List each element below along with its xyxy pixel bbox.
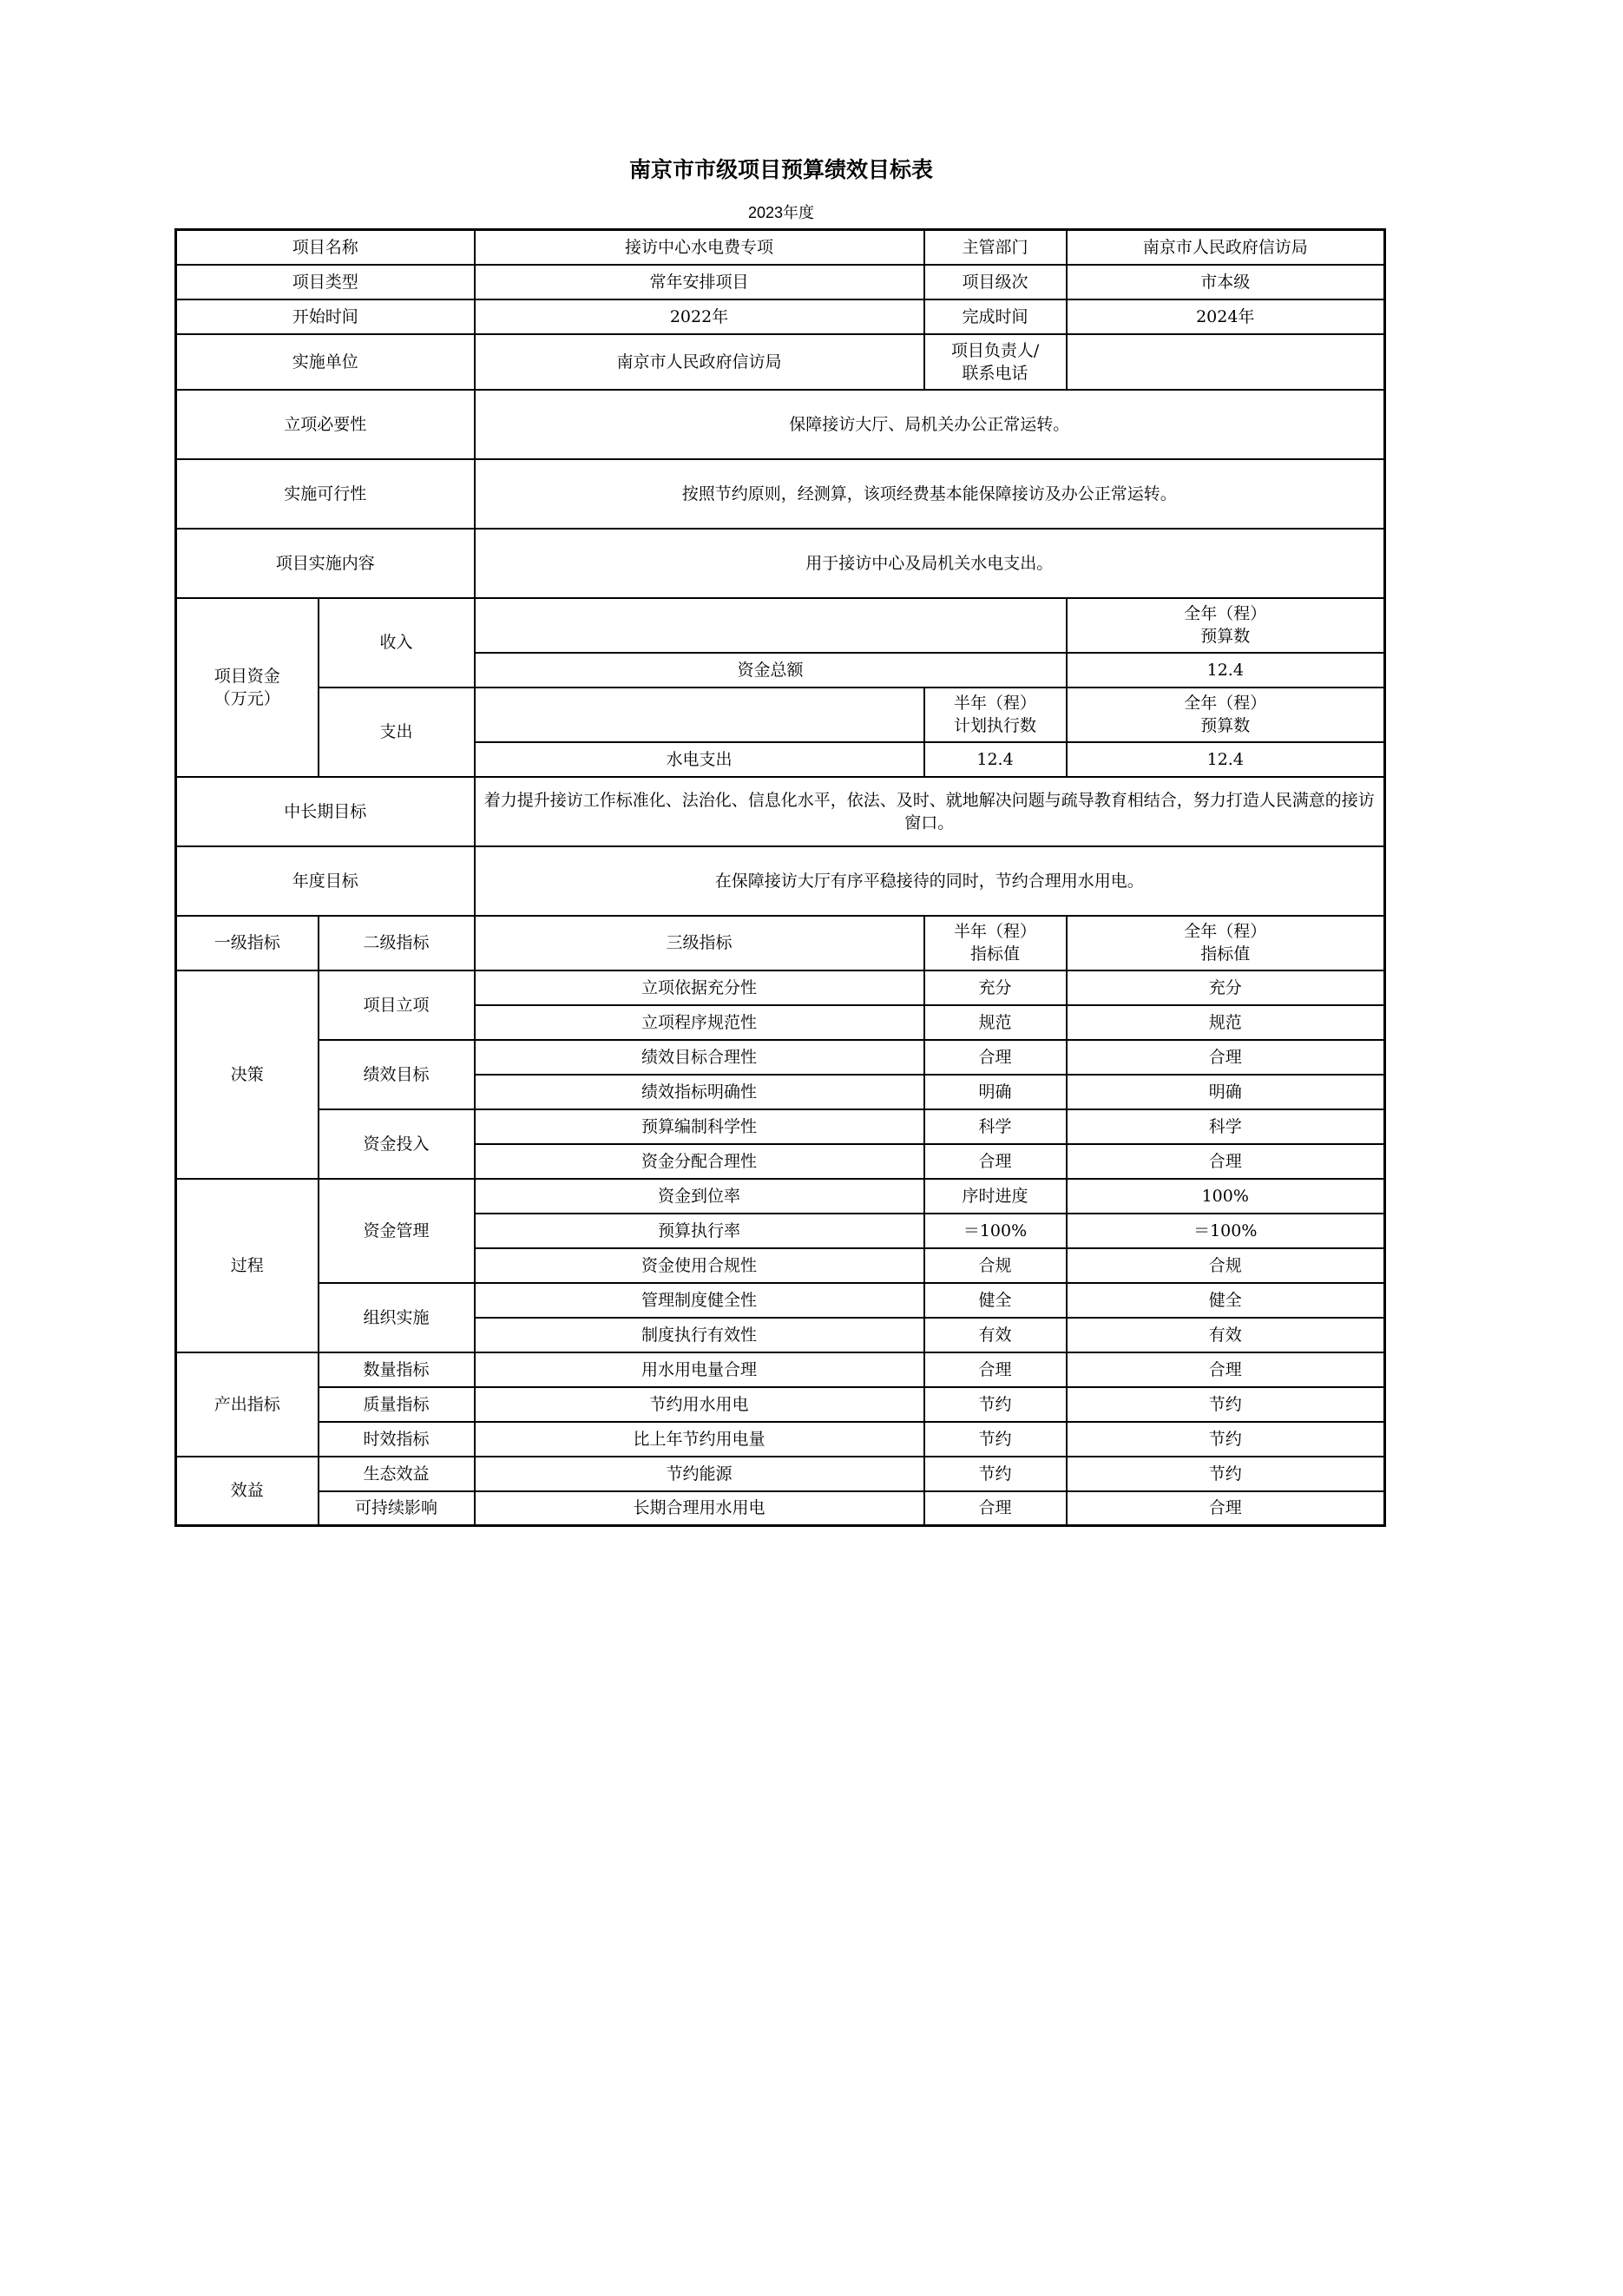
project-type-value: 常年安排项目 — [475, 265, 924, 299]
level2-cell: 可持续影响 — [319, 1491, 475, 1526]
feasibility-value: 按照节约原则，经测算，该项经费基本能保障接访及办公正常运转。 — [475, 459, 1385, 529]
level2-cell: 质量指标 — [319, 1387, 475, 1422]
dept-label: 主管部门 — [924, 230, 1067, 265]
dept-value: 南京市人民政府信访局 — [1067, 230, 1385, 265]
expense-full-year-header — [1067, 687, 1385, 742]
full-year-header — [1067, 916, 1385, 970]
table-row — [176, 265, 1385, 299]
full-value-cell: 充分 — [1067, 970, 1385, 1005]
level1-cell: 决策 — [176, 970, 319, 1179]
table-row — [176, 1283, 1385, 1318]
impl-unit-label: 实施单位 — [176, 334, 475, 390]
half-value-cell: 合理 — [924, 1491, 1067, 1526]
table-row — [176, 299, 1385, 334]
table-row — [176, 687, 1385, 742]
table-row — [176, 1109, 1385, 1144]
full-value-cell: 规范 — [1067, 1005, 1385, 1040]
level3-cell: 制度执行有效性 — [475, 1318, 924, 1352]
half-year-line1: 半年（程） — [954, 694, 1037, 713]
half-value-cell: 科学 — [924, 1109, 1067, 1144]
start-time-label: 开始时间 — [176, 299, 475, 334]
table-row — [176, 1040, 1385, 1075]
total-funds-value: 12.4 — [1067, 653, 1385, 687]
level3-cell: 管理制度健全性 — [475, 1283, 924, 1318]
table-row — [176, 1352, 1385, 1387]
level3-cell: 用水用电量合理 — [475, 1352, 924, 1387]
expense-full-value: 12.4 — [1067, 742, 1385, 777]
expense-half-value: 12.4 — [924, 742, 1067, 777]
project-level-value: 市本级 — [1067, 265, 1385, 299]
expense-label: 支出 — [319, 687, 475, 777]
income-label: 收入 — [319, 598, 475, 687]
level3-cell: 绩效目标合理性 — [475, 1040, 924, 1075]
level2-header: 二级指标 — [319, 916, 475, 970]
half-year-header-line2: 指标值 — [970, 944, 1021, 964]
full-year-line1: 全年（程） — [1184, 604, 1267, 623]
half-value-cell: 健全 — [924, 1283, 1067, 1318]
project-level-label: 项目级次 — [924, 265, 1067, 299]
table-row — [176, 1179, 1385, 1214]
level3-cell: 预算编制科学性 — [475, 1109, 924, 1144]
half-value-cell: 有效 — [924, 1318, 1067, 1352]
project-type-label: 项目类型 — [176, 265, 475, 299]
level2-cell: 时效指标 — [319, 1422, 475, 1457]
full-value-cell: 节约 — [1067, 1457, 1385, 1491]
necessity-value: 保障接访大厅、局机关办公正常运转。 — [475, 390, 1385, 459]
content-label: 项目实施内容 — [176, 529, 475, 598]
start-time-value: 2022年 — [475, 299, 924, 334]
half-value-cell: 合理 — [924, 1144, 1067, 1179]
project-funds-label-line1: 项目资金 — [214, 666, 280, 686]
table-row — [176, 1422, 1385, 1457]
level2-cell: 资金管理 — [319, 1179, 475, 1283]
table-row — [176, 529, 1385, 598]
level2-cell: 资金投入 — [319, 1109, 475, 1179]
plan-exec-line2: 计划执行数 — [954, 716, 1037, 735]
necessity-label: 立项必要性 — [176, 390, 475, 459]
contact-label — [924, 334, 1067, 390]
table-row — [176, 390, 1385, 459]
full-value-cell: 合规 — [1067, 1248, 1385, 1283]
end-time-label: 完成时间 — [924, 299, 1067, 334]
full-value-cell: 合理 — [1067, 1144, 1385, 1179]
half-value-cell: 合规 — [924, 1248, 1067, 1283]
level2-cell: 数量指标 — [319, 1352, 475, 1387]
level3-cell: 节约能源 — [475, 1457, 924, 1491]
contact-label-line1: 项目负责人/ — [950, 340, 1040, 360]
feasibility-label: 实施可行性 — [176, 459, 475, 529]
expense-blank — [475, 687, 924, 742]
full-value-cell: 100% — [1067, 1179, 1385, 1214]
full-value-cell: 节约 — [1067, 1422, 1385, 1457]
table-row — [176, 1387, 1385, 1422]
performance-goal-table — [174, 228, 1386, 1527]
full-value-cell: 合理 — [1067, 1352, 1385, 1387]
table-row — [176, 1457, 1385, 1491]
full-value-cell: 合理 — [1067, 1040, 1385, 1075]
table-row — [176, 459, 1385, 529]
half-value-cell: 充分 — [924, 970, 1067, 1005]
half-value-cell: 合理 — [924, 1040, 1067, 1075]
expense-half-year-header — [924, 687, 1067, 742]
budget-line2: 预算数 — [1200, 627, 1251, 646]
income-full-year-header — [1067, 598, 1385, 653]
half-value-cell: 节约 — [924, 1422, 1067, 1457]
half-value-cell: 节约 — [924, 1387, 1067, 1422]
level2-cell: 组织实施 — [319, 1283, 475, 1352]
table-row — [176, 1491, 1385, 1526]
impl-unit-value: 南京市人民政府信访局 — [475, 334, 924, 390]
project-name-value: 接访中心水电费专项 — [475, 230, 924, 265]
level3-cell: 立项依据充分性 — [475, 970, 924, 1005]
contact-value — [1067, 334, 1385, 390]
project-funds-label — [176, 598, 319, 777]
table-row — [176, 598, 1385, 653]
contact-label-line2: 联系电话 — [962, 363, 1028, 383]
total-funds-label: 资金总额 — [475, 653, 1067, 687]
level3-cell: 长期合理用水用电 — [475, 1491, 924, 1526]
level3-cell: 立项程序规范性 — [475, 1005, 924, 1040]
level1-header: 一级指标 — [176, 916, 319, 970]
half-year-header — [924, 916, 1067, 970]
level1-cell: 过程 — [176, 1179, 319, 1352]
level3-cell: 节约用水用电 — [475, 1387, 924, 1422]
half-value-cell: 合理 — [924, 1352, 1067, 1387]
half-value-cell: 序时进度 — [924, 1179, 1067, 1214]
table-row — [176, 777, 1385, 846]
end-time-value: 2024年 — [1067, 299, 1385, 334]
page-title: 南京市市级项目预算绩效目标表 — [628, 157, 933, 182]
full-year-header-line2: 指标值 — [1200, 944, 1251, 964]
level1-cell: 产出指标 — [176, 1352, 319, 1457]
full-value-cell: 节约 — [1067, 1387, 1385, 1422]
full-value-cell: ＝100% — [1067, 1214, 1385, 1248]
level3-cell: 资金使用合规性 — [475, 1248, 924, 1283]
level2-cell: 绩效目标 — [319, 1040, 475, 1109]
full-year-line1: 全年（程） — [1184, 694, 1267, 713]
half-value-cell: ＝100% — [924, 1214, 1067, 1248]
half-year-header-line1: 半年（程） — [954, 922, 1037, 941]
level3-cell: 绩效指标明确性 — [475, 1075, 924, 1109]
full-value-cell: 有效 — [1067, 1318, 1385, 1352]
content-value: 用于接访中心及局机关水电支出。 — [475, 529, 1385, 598]
budget-line2: 预算数 — [1200, 716, 1251, 735]
annual-goal-value: 在保障接访大厅有序平稳接待的同时，节约合理用水用电。 — [475, 846, 1385, 916]
level3-cell: 比上年节约用电量 — [475, 1422, 924, 1457]
full-value-cell: 科学 — [1067, 1109, 1385, 1144]
full-value-cell: 健全 — [1067, 1283, 1385, 1318]
long-term-goal-value: 着力提升接访工作标准化、法治化、信息化水平，依法、及时、就地解决问题与疏导教育相结合，努力打造人民满意的接访窗口。 — [475, 777, 1385, 846]
table-row — [176, 846, 1385, 916]
level3-cell: 资金分配合理性 — [475, 1144, 924, 1179]
income-blank — [475, 598, 1067, 653]
level2-cell: 生态效益 — [319, 1457, 475, 1491]
level2-cell: 项目立项 — [319, 970, 475, 1040]
annual-goal-label: 年度目标 — [176, 846, 475, 916]
indicator-header-row — [176, 916, 1385, 970]
long-term-goal-label: 中长期目标 — [176, 777, 475, 846]
expense-item: 水电支出 — [475, 742, 924, 777]
full-value-cell: 合理 — [1067, 1491, 1385, 1526]
table-row — [176, 230, 1385, 265]
full-year-header-line1: 全年（程） — [1184, 922, 1267, 941]
half-value-cell: 规范 — [924, 1005, 1067, 1040]
level3-cell: 预算执行率 — [475, 1214, 924, 1248]
half-value-cell: 明确 — [924, 1075, 1067, 1109]
fiscal-year: 2023年度 — [747, 204, 815, 221]
table-row — [176, 334, 1385, 390]
half-value-cell: 节约 — [924, 1457, 1067, 1491]
project-name-label: 项目名称 — [176, 230, 475, 265]
table-row — [176, 970, 1385, 1005]
level1-cell: 效益 — [176, 1457, 319, 1526]
project-funds-label-line2: （万元） — [214, 688, 280, 708]
full-value-cell: 明确 — [1067, 1075, 1385, 1109]
level3-header: 三级指标 — [475, 916, 924, 970]
level3-cell: 资金到位率 — [475, 1179, 924, 1214]
